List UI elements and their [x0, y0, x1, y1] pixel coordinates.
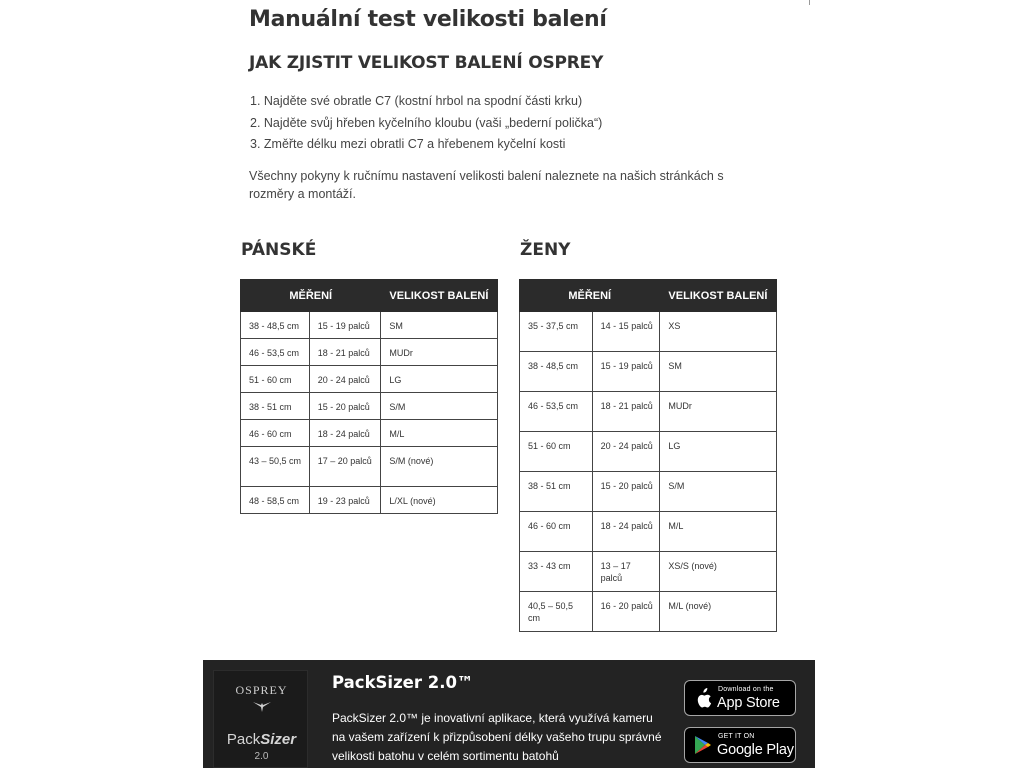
cell-size: M/L (nové)	[660, 592, 777, 632]
table-row	[520, 472, 777, 512]
table-row	[520, 312, 777, 352]
page-title: Manuální test velikosti balení	[249, 7, 607, 32]
table-row	[520, 512, 777, 552]
cell-cm: 38 - 51 cm	[520, 472, 593, 512]
cell-cm: 38 - 48,5 cm	[241, 312, 310, 339]
google-play-small-text: GET IT ON	[718, 733, 755, 740]
cell-cm: 43 – 50,5 cm	[241, 447, 310, 487]
women-heading: ŽENY	[520, 240, 571, 260]
cell-cm: 51 - 60 cm	[520, 432, 593, 472]
intro-paragraph: Všechny pokyny k ručnímu nastavení velikosti balení naleznete na našich stránkách s rozměry a montáží.	[249, 169, 724, 201]
logo-brand: OSPREY	[235, 683, 288, 697]
table-row	[520, 392, 777, 432]
top-divider-mark	[809, 0, 810, 5]
step-item: 3. Změřte délku mezi obratli C7 a hřebenem kyčelní kosti	[250, 137, 566, 151]
cell-inch: 18 - 24 palců	[309, 420, 381, 447]
cell-inch: 19 - 23 palců	[309, 487, 381, 514]
cell-inch: 18 - 21 palců	[309, 339, 381, 366]
step-item: 1. Najděte své obratle C7 (kostní hrbol na spodní části krku)	[250, 94, 583, 108]
cell-size: XS/S (nové)	[660, 552, 777, 592]
cell-cm: 46 - 60 cm	[520, 512, 593, 552]
cell-size: LG	[381, 366, 498, 393]
cell-size: S/M	[381, 393, 498, 420]
cell-cm: 35 - 37,5 cm	[520, 312, 593, 352]
table-row	[241, 420, 498, 447]
cell-inch: 17 – 20 palců	[309, 447, 381, 487]
cell-size: M/L	[381, 420, 498, 447]
osprey-bird-icon	[252, 699, 272, 715]
cell-cm: 46 - 53,5 cm	[520, 392, 593, 432]
cell-inch: 18 - 24 palců	[592, 512, 660, 552]
cell-inch: 16 - 20 palců	[592, 592, 660, 632]
cell-size: SM	[381, 312, 498, 339]
apple-icon	[694, 688, 712, 708]
table-row	[241, 339, 498, 366]
packsizer-description: PackSizer 2.0™ je inovativní aplikace, která využívá kameru na vašem zařízení k přizpůsobení délky vašeho trupu správné velikosti batohu v celém sortimentu batohů	[332, 711, 662, 763]
cell-inch: 18 - 21 palců	[592, 392, 660, 432]
step-item: 2. Najděte svůj hřeben kyčelního kloubu (vaši „bederní polička“)	[250, 115, 603, 130]
table-row	[520, 592, 777, 632]
cell-cm: 48 - 58,5 cm	[241, 487, 310, 514]
table-row	[520, 352, 777, 392]
cell-inch: 15 - 19 palců	[592, 352, 660, 392]
cell-size: MUDr	[660, 392, 777, 432]
cell-inch: 15 - 20 palců	[309, 393, 381, 420]
table-row	[241, 312, 498, 339]
app-store-label: App Store	[717, 695, 780, 711]
cell-cm: 46 - 53,5 cm	[241, 339, 310, 366]
cell-size: M/L	[660, 512, 777, 552]
packsizer-banner	[203, 660, 815, 768]
table-row	[241, 487, 498, 514]
men-size-table	[240, 279, 498, 514]
cell-inch: 14 - 15 palců	[592, 312, 660, 352]
logo-pack-word: Pack	[226, 731, 261, 748]
packsizer-title: PackSizer 2.0™	[332, 673, 474, 692]
logo-packsizer-text	[214, 731, 309, 748]
table-header-row	[241, 280, 498, 312]
logo-version: 2.0	[254, 751, 269, 762]
cell-size: L/XL (nové)	[381, 487, 498, 514]
cell-size: S/M (nové)	[381, 447, 498, 487]
cell-size: S/M	[660, 472, 777, 512]
cell-cm: 38 - 48,5 cm	[520, 352, 593, 392]
table-row	[241, 393, 498, 420]
app-store-button[interactable]	[684, 680, 796, 716]
cell-inch: 15 - 19 palců	[309, 312, 381, 339]
app-store-small-text: Download on the	[718, 686, 774, 693]
table-row	[241, 366, 498, 393]
col-measure-header: MĚŘENÍ	[241, 280, 381, 312]
col-measure-header: MĚŘENÍ	[520, 280, 660, 312]
google-play-icon	[694, 735, 712, 755]
cell-inch: 13 – 17 palců	[592, 552, 660, 592]
cell-size: LG	[660, 432, 777, 472]
col-size-header: VELIKOST BALENÍ	[381, 280, 498, 312]
packsizer-logo	[213, 670, 308, 768]
table-header-row	[520, 280, 777, 312]
google-play-button[interactable]	[684, 727, 796, 763]
cell-inch: 15 - 20 palců	[592, 472, 660, 512]
logo-sizer-word: Sizer	[260, 731, 297, 748]
women-size-table	[519, 279, 777, 632]
col-size-header: VELIKOST BALENÍ	[660, 280, 777, 312]
cell-cm: 38 - 51 cm	[241, 393, 310, 420]
table-row	[241, 447, 498, 487]
page-subtitle: JAK ZJISTIT VELIKOST BALENÍ OSPREY	[249, 53, 604, 73]
google-play-label: Google Play	[717, 742, 794, 758]
cell-size: XS	[660, 312, 777, 352]
men-heading: PÁNSKÉ	[241, 240, 317, 260]
cell-size: MUDr	[381, 339, 498, 366]
table-row	[520, 552, 777, 592]
cell-cm: 33 - 43 cm	[520, 552, 593, 592]
cell-cm: 40,5 – 50,5 cm	[520, 592, 593, 632]
table-row	[520, 432, 777, 472]
cell-inch: 20 - 24 palců	[309, 366, 381, 393]
cell-size: SM	[660, 352, 777, 392]
cell-cm: 51 - 60 cm	[241, 366, 310, 393]
cell-cm: 46 - 60 cm	[241, 420, 310, 447]
cell-inch: 20 - 24 palců	[592, 432, 660, 472]
steps-list	[250, 93, 602, 158]
